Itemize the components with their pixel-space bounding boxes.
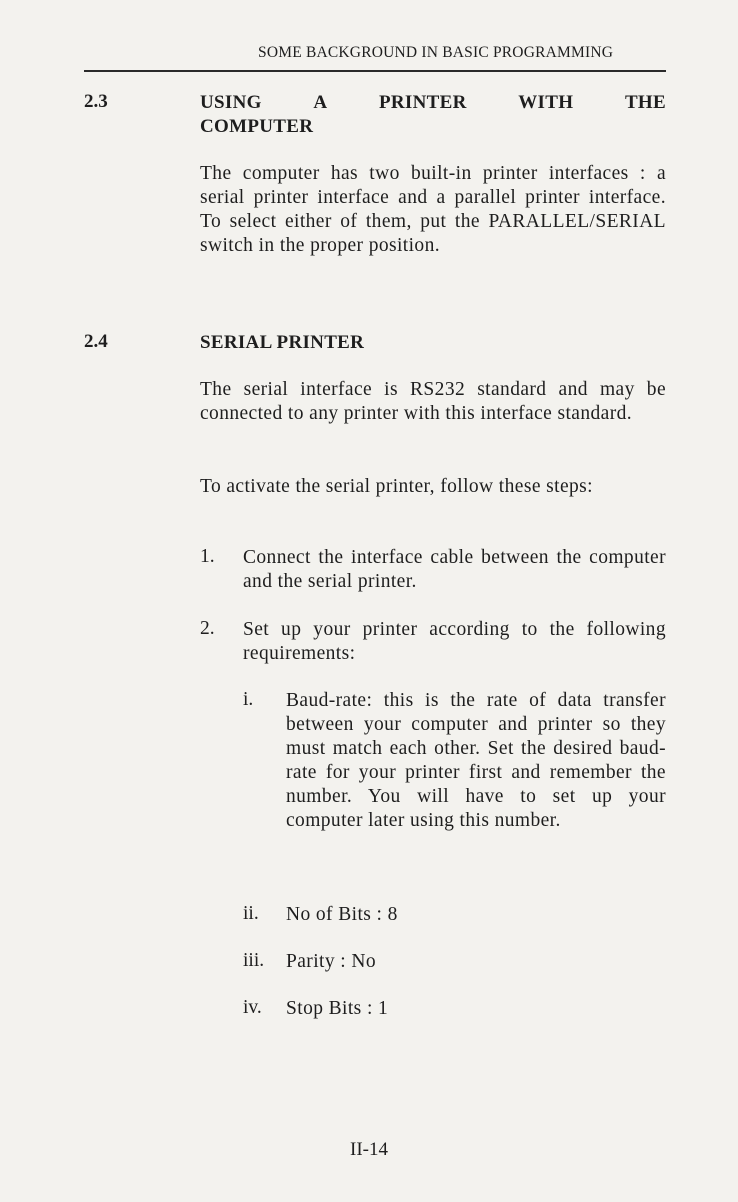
title-word: PRINTER	[379, 92, 467, 113]
step-number: 1.	[200, 546, 215, 567]
running-head: SOME BACKGROUND IN BASIC PROGRAMMING	[258, 44, 614, 61]
title-word: THE	[624, 92, 666, 113]
section-2-4-body-1: The serial interface is RS232 standard and may be connected to any printer with this interface standard.	[200, 379, 666, 424]
section-number-2-3: 2.3	[84, 91, 108, 112]
requirement-number: ii.	[243, 903, 259, 924]
step-text: Set up your printer according to the following requirements:	[243, 619, 666, 664]
title-word: WITH	[518, 92, 574, 113]
step-number: 2.	[200, 618, 215, 639]
requirement-text: Parity : No	[286, 951, 376, 972]
section-number-2-4: 2.4	[84, 331, 108, 352]
title-word: USING	[200, 92, 262, 113]
section-title-line-1	[200, 91, 666, 115]
step-text: Connect the interface cable between the computer and the serial printer.	[243, 547, 666, 592]
header-rule	[84, 70, 666, 72]
requirement-number: iii.	[243, 950, 265, 971]
requirement-number: iv.	[243, 997, 262, 1018]
section-2-3-body: The computer has two built-in printer interfaces : a serial printer interface and a parallel printer interface. To select either of them, put the PARALLEL/SERIAL switch in the proper position.	[200, 163, 666, 256]
requirement-text: No of Bits : 8	[286, 904, 398, 925]
section-2-4-body-2: To activate the serial printer, follow these steps:	[200, 476, 593, 497]
section-title-2-4: SERIAL PRINTER	[200, 332, 365, 353]
requirement-text: Stop Bits : 1	[286, 998, 389, 1019]
section-title-line-2: COMPUTER	[200, 116, 314, 137]
requirement-text: Baud-rate: this is the rate of data transfer between your computer and printer so they must match each other. Set the desired baud-rate for your printer first and remember the number. You will have to set up your computer later using this number.	[286, 690, 666, 831]
requirement-number: i.	[243, 689, 254, 710]
page-number: II-14	[350, 1139, 388, 1160]
section-title-2-3	[200, 91, 666, 139]
title-word: A	[313, 92, 328, 113]
